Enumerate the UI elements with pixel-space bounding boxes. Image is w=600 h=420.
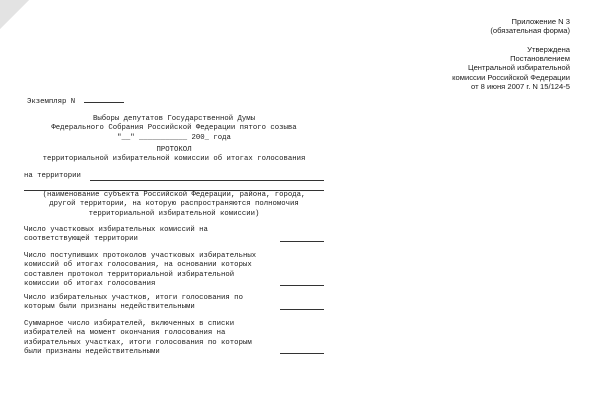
protocol-heading (24, 146, 324, 165)
copy-number-label: Экземпляр N (27, 98, 76, 106)
item-line: Число участковых избирательных комиссий на (24, 226, 208, 234)
territory-field[interactable] (90, 180, 324, 181)
election-date-line: "__" ___________ 200_ года (117, 133, 231, 142)
territory-note (24, 191, 324, 219)
item-answer-field[interactable] (280, 241, 324, 242)
appendix-block (490, 17, 570, 35)
item-line: Число поступивших протоколов участковых избирательных (24, 252, 257, 260)
item-line: составлен протокол территориальной избирательной (24, 270, 235, 279)
territory-label: на территории (24, 172, 81, 180)
appendix-note: (обязательная форма) (490, 26, 570, 36)
copy-number-line (27, 98, 124, 107)
territory-note-line: территориальной избирательной комиссии) (88, 209, 260, 218)
item-line: комиссии об итогах голосования (24, 280, 156, 289)
item-line: были признаны недействительными (24, 348, 160, 357)
protocol-item (24, 252, 272, 290)
approved-by-line: комиссии Российской Федерации (452, 72, 570, 82)
copy-number-field[interactable] (84, 102, 124, 103)
protocol-subtitle: территориальной избирательной комиссии об итогах голосования (42, 155, 306, 164)
approval-block (452, 45, 570, 91)
item-line: соответствующей территории (24, 235, 138, 244)
item-line: которым были признаны недействительными (24, 303, 195, 312)
protocol-item (24, 294, 272, 313)
territory-note-line: другой территории, на которую распространяются полномочия (49, 200, 299, 209)
territory-line (24, 172, 81, 181)
item-line: избирательных участках, итоги голосования по которым (24, 338, 252, 347)
approved-label: Утверждена (527, 45, 570, 54)
election-line: Выборы депутатов Государственной Думы (92, 115, 256, 123)
appendix-label: Приложение N 3 (511, 17, 570, 26)
item-line: Суммарное число избирателей, включенных в списки (24, 320, 235, 328)
item-answer-field[interactable] (280, 285, 324, 286)
approved-by-line: Постановлением (510, 54, 570, 64)
item-answer-field[interactable] (280, 353, 324, 354)
item-answer-field[interactable] (280, 309, 324, 310)
protocol-title: ПРОТОКОЛ (156, 146, 192, 154)
watermark-text: NoNumber.ru (10, 22, 71, 83)
territory-note-line: (наименование субъекта Российской Федерации, района, города, (42, 191, 306, 199)
approved-by-line: Центральной избирательной (467, 63, 570, 73)
election-line: Федерального Собрания Российской Федерации пятого созыва (51, 124, 297, 133)
protocol-item (24, 226, 272, 245)
protocol-item (24, 320, 272, 358)
approved-by-line: от 8 июня 2007 г. N 15/124-5 (471, 81, 570, 91)
election-heading (24, 115, 324, 143)
item-line: комиссий об итогах голосования, на основании которых (24, 261, 252, 270)
item-line: Число избирательных участков, итоги голосования по (24, 294, 243, 302)
item-line: избирателей на момент окончания голосования на (24, 329, 226, 338)
